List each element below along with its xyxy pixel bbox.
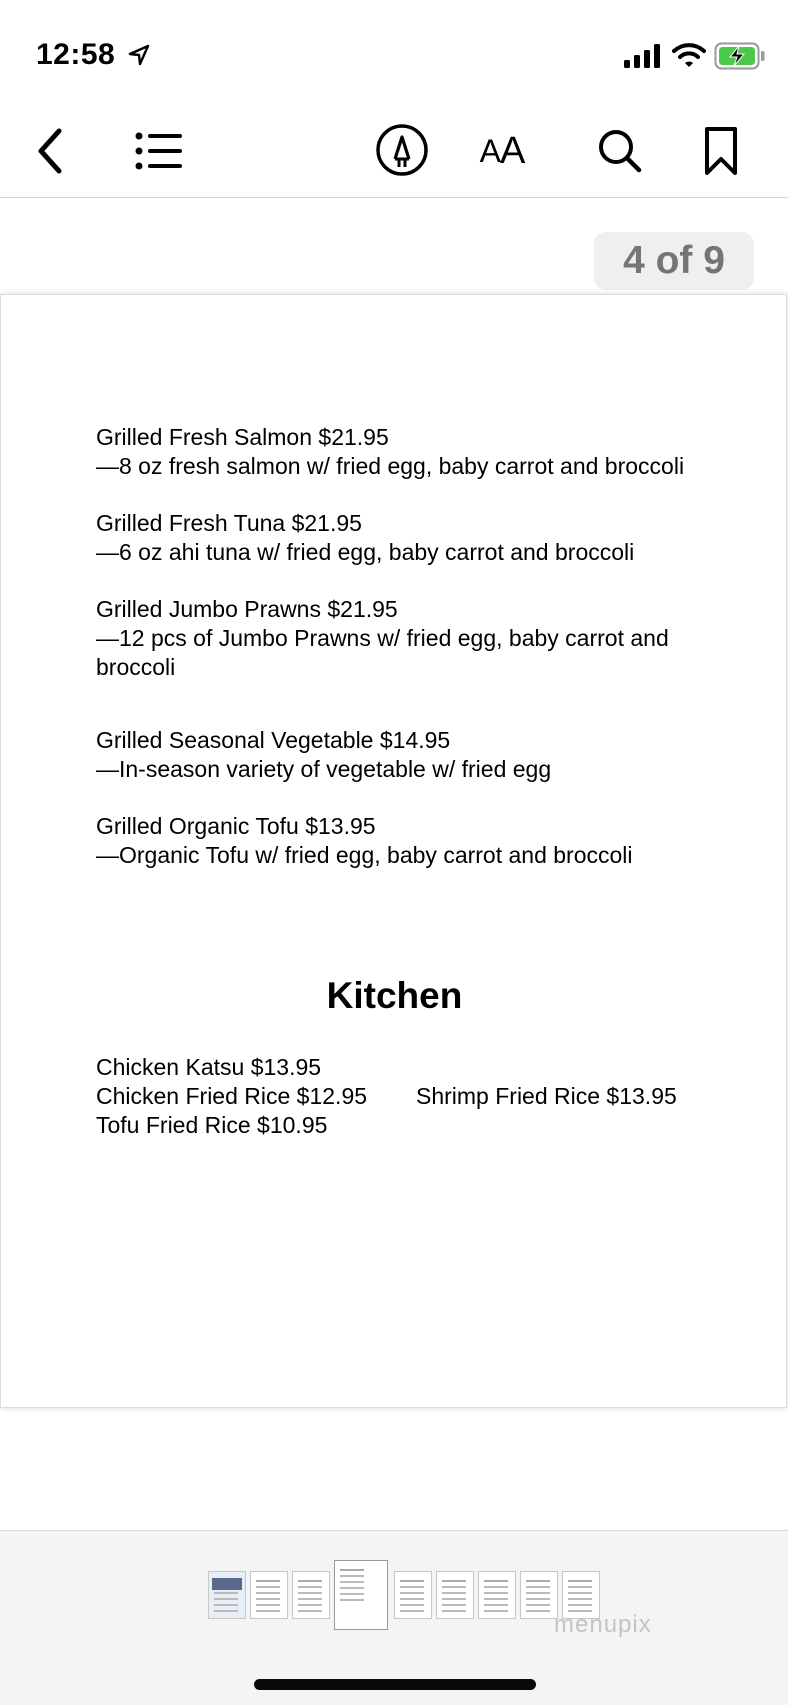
status-time: 12:58 — [36, 38, 116, 71]
page-indicator: 4 of 9 — [594, 232, 754, 290]
text-size-button[interactable] — [470, 124, 534, 178]
kitchen-item: Chicken Fried Rice $12.95 — [96, 1083, 368, 1109]
text-size-small-a: A — [479, 132, 500, 169]
text-size-large-a: A — [499, 129, 525, 172]
menu-item-title: Grilled Jumbo Prawns $21.95 — [96, 596, 398, 622]
menu-items-list — [96, 423, 736, 898]
cellular-signal-icon — [624, 44, 664, 68]
menu-item — [96, 726, 736, 784]
menupix-watermark: menupix — [554, 1611, 652, 1638]
menu-item-description: —In-season variety of vegetable w/ fried egg — [96, 756, 552, 782]
list-icon — [134, 131, 184, 171]
markup-button[interactable] — [374, 122, 430, 178]
thumbnail-row — [208, 1565, 604, 1625]
page-thumbnail-2[interactable] — [250, 1571, 288, 1619]
menu-item-description: —6 oz ahi tuna w/ fried egg, baby carrot and broccoli — [96, 539, 635, 565]
kitchen-heading: Kitchen — [326, 975, 463, 1016]
menu-item-description: —12 pcs of Jumbo Prawns w/ fried egg, baby carrot and broccoli — [96, 625, 669, 680]
menu-item — [96, 812, 736, 870]
battery-charging-icon — [714, 42, 766, 70]
menu-item-title: Grilled Fresh Tuna $21.95 — [96, 510, 362, 536]
document-page[interactable] — [0, 294, 787, 1408]
page-thumbnail-5[interactable] — [394, 1571, 432, 1619]
kitchen-list-right — [416, 1082, 677, 1111]
kitchen-item: Tofu Fried Rice $10.95 — [96, 1112, 328, 1138]
kitchen-list-left — [96, 1053, 367, 1140]
menu-item-description: —Organic Tofu w/ fried egg, baby carrot and broccoli — [96, 842, 633, 868]
menu-item-title: Grilled Organic Tofu $13.95 — [96, 813, 376, 839]
status-bar — [0, 0, 788, 100]
page-thumbnail-7[interactable] — [478, 1571, 516, 1619]
page-thumbnail-1[interactable] — [208, 1571, 246, 1619]
menu-item-title: Grilled Fresh Salmon $21.95 — [96, 424, 389, 450]
menu-item-title: Grilled Seasonal Vegetable $14.95 — [96, 727, 451, 753]
page-thumbnail-4-current[interactable] — [334, 1560, 388, 1630]
search-button[interactable] — [596, 126, 644, 176]
bookmark-button[interactable] — [700, 124, 742, 178]
menu-item — [96, 509, 736, 567]
menu-item — [96, 595, 736, 682]
page-thumbnail-3[interactable] — [292, 1571, 330, 1619]
reader-toolbar — [0, 110, 788, 198]
chevron-left-icon — [35, 127, 65, 175]
table-of-contents-button[interactable] — [134, 128, 184, 174]
page-thumbnail-strip — [0, 1530, 788, 1705]
markup-pen-icon — [375, 123, 429, 177]
page-thumbnail-6[interactable] — [436, 1571, 474, 1619]
wifi-icon — [672, 42, 706, 68]
kitchen-item: Shrimp Fried Rice $13.95 — [416, 1083, 677, 1109]
home-indicator[interactable] — [254, 1679, 536, 1690]
location-arrow-icon — [128, 44, 150, 66]
menu-item-description: —8 oz fresh salmon w/ fried egg, baby carrot and broccoli — [96, 453, 685, 479]
bookmark-icon — [704, 126, 738, 176]
back-button[interactable] — [30, 124, 70, 178]
menu-item — [96, 423, 736, 481]
kitchen-item: Chicken Katsu $13.95 — [96, 1054, 322, 1080]
search-icon — [597, 128, 643, 174]
page-thumbnail-8[interactable] — [520, 1571, 558, 1619]
